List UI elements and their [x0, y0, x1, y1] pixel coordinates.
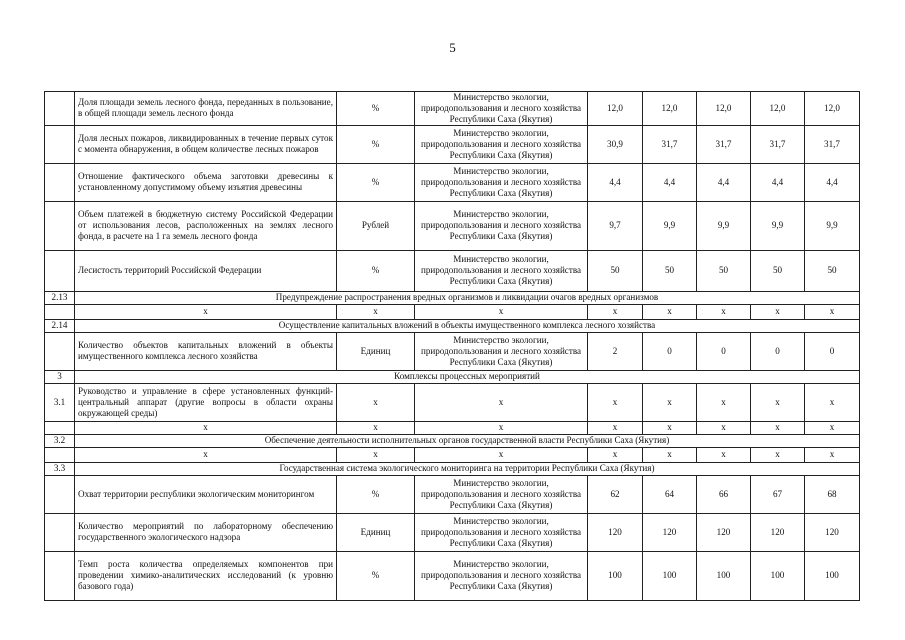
section-row: [45, 319, 860, 332]
value-cell: 50: [643, 250, 697, 291]
section-title: Государственная система экологического мониторинга на территории Республики Саха (Якутия): [75, 462, 860, 475]
value-cell: 100: [697, 551, 751, 600]
row-number: 3: [45, 370, 75, 383]
value-cell: 9,9: [643, 201, 697, 250]
responsible-org: Министерство экологии, природопользования и лесного хозяйства Республики Саха (Якутия): [415, 551, 588, 600]
unit-cell: х: [337, 383, 415, 421]
row-number: [45, 447, 75, 462]
unit-cell: %: [337, 551, 415, 600]
empty-mark-cell: х: [415, 421, 588, 434]
value-cell: 68: [805, 475, 860, 513]
table-row: [45, 304, 860, 319]
table-row: [45, 447, 860, 462]
row-number: [45, 163, 75, 201]
value-cell: 31,7: [697, 125, 751, 163]
section-title: Предупреждение распространения вредных организмов и ликвидации очагов вредных организмов: [75, 291, 860, 304]
empty-mark-cell: х: [588, 447, 643, 462]
value-cell: 0: [805, 332, 860, 370]
responsible-org: х: [415, 383, 588, 421]
value-cell: 100: [588, 551, 643, 600]
value-cell: 0: [643, 332, 697, 370]
value-cell: 120: [805, 513, 860, 551]
unit-cell: Рублей: [337, 201, 415, 250]
value-cell: 12,0: [588, 92, 643, 126]
row-number: 2.13: [45, 291, 75, 304]
value-cell: 120: [697, 513, 751, 551]
table-row: [45, 513, 860, 551]
empty-mark-cell: х: [588, 421, 643, 434]
section-row: [45, 370, 860, 383]
section-title: Обеспечение деятельности исполнительных органов государственной власти Республики Саха (Якутия): [75, 434, 860, 447]
value-cell: 100: [643, 551, 697, 600]
empty-mark-cell: х: [805, 421, 860, 434]
value-cell: 0: [697, 332, 751, 370]
value-cell: 4,4: [643, 163, 697, 201]
value-cell: 50: [805, 250, 860, 291]
table-row: [45, 163, 860, 201]
value-cell: 4,4: [588, 163, 643, 201]
value-cell: х: [697, 383, 751, 421]
responsible-org: Министерство экологии, природопользования и лесного хозяйства Республики Саха (Якутия): [415, 201, 588, 250]
value-cell: 12,0: [643, 92, 697, 126]
value-cell: 9,9: [697, 201, 751, 250]
value-cell: х: [643, 383, 697, 421]
row-number: [45, 250, 75, 291]
value-cell: 9,9: [805, 201, 860, 250]
empty-mark-cell: х: [697, 447, 751, 462]
empty-mark-cell: х: [805, 304, 860, 319]
row-number: [45, 475, 75, 513]
empty-mark-cell: х: [751, 421, 805, 434]
row-number: [45, 513, 75, 551]
value-cell: х: [751, 383, 805, 421]
table-row: [45, 383, 860, 421]
value-cell: 120: [588, 513, 643, 551]
empty-mark-cell: х: [751, 447, 805, 462]
value-cell: 31,7: [643, 125, 697, 163]
responsible-org: Министерство экологии, природопользования и лесного хозяйства Республики Саха (Якутия): [415, 475, 588, 513]
table-row: [45, 125, 860, 163]
indicator-name: Количество объектов капитальных вложений в объекты имущественного комплекса лесного хозяйства: [75, 332, 337, 370]
empty-mark-cell: х: [75, 421, 337, 434]
value-cell: 120: [751, 513, 805, 551]
responsible-org: Министерство экологии, природопользования и лесного хозяйства Республики Саха (Якутия): [415, 125, 588, 163]
unit-cell: %: [337, 475, 415, 513]
value-cell: 12,0: [751, 92, 805, 126]
indicators-table: [44, 91, 860, 601]
unit-cell: Единиц: [337, 332, 415, 370]
table-row: [45, 551, 860, 600]
value-cell: 12,0: [805, 92, 860, 126]
value-cell: 31,7: [805, 125, 860, 163]
empty-mark-cell: х: [415, 304, 588, 319]
value-cell: 9,9: [751, 201, 805, 250]
unit-cell: %: [337, 92, 415, 126]
indicator-name: Отношение фактического объема заготовки древесины к установленному допустимому объему изъятия древесины: [75, 163, 337, 201]
row-number: 3.1: [45, 383, 75, 421]
section-row: [45, 462, 860, 475]
table-row: [45, 332, 860, 370]
responsible-org: Министерство экологии, природопользования и лесного хозяйства Республики Саха (Якутия): [415, 92, 588, 126]
value-cell: 50: [751, 250, 805, 291]
indicator-name: Лесистость территорий Российской Федерации: [75, 250, 337, 291]
row-number: [45, 125, 75, 163]
table-row: [45, 92, 860, 126]
value-cell: 50: [697, 250, 751, 291]
row-number: [45, 304, 75, 319]
table-row: [45, 201, 860, 250]
row-number: [45, 92, 75, 126]
page-number: 5: [449, 40, 456, 55]
empty-mark-cell: х: [337, 447, 415, 462]
indicator-name: Темп роста количества определяемых компонентов при проведении химико-аналитических исследований (к уровню базового года): [75, 551, 337, 600]
row-number: [45, 421, 75, 434]
row-number: [45, 551, 75, 600]
section-title: Комплексы процессных мероприятий: [75, 370, 860, 383]
empty-mark-cell: х: [415, 447, 588, 462]
empty-mark-cell: х: [588, 304, 643, 319]
unit-cell: %: [337, 125, 415, 163]
empty-mark-cell: х: [643, 447, 697, 462]
row-number: 2.14: [45, 319, 75, 332]
row-number: 3.2: [45, 434, 75, 447]
value-cell: 100: [751, 551, 805, 600]
empty-mark-cell: х: [805, 447, 860, 462]
table-row: [45, 421, 860, 434]
empty-mark-cell: х: [337, 304, 415, 319]
table-row: [45, 250, 860, 291]
value-cell: 62: [588, 475, 643, 513]
indicator-name: Объем платежей в бюджетную систему Российской Федерации от использования лесов, расположенных на землях лесного фонда, в расчете на 1 га земель лесного фонда: [75, 201, 337, 250]
row-number: [45, 201, 75, 250]
row-number: [45, 332, 75, 370]
empty-mark-cell: х: [643, 304, 697, 319]
empty-mark-cell: х: [643, 421, 697, 434]
value-cell: 100: [805, 551, 860, 600]
empty-mark-cell: х: [751, 304, 805, 319]
empty-mark-cell: х: [337, 421, 415, 434]
value-cell: 31,7: [751, 125, 805, 163]
value-cell: 2: [588, 332, 643, 370]
table-row: [45, 475, 860, 513]
empty-mark-cell: х: [75, 447, 337, 462]
empty-mark-cell: х: [697, 304, 751, 319]
indicator-name: Руководство и управление в сфере установленных функций-центральный аппарат (другие вопросы в области охраны окружающей среды): [75, 383, 337, 421]
indicator-name: Количество мероприятий по лабораторному обеспечению государственного экологического надзора: [75, 513, 337, 551]
responsible-org: Министерство экологии, природопользования и лесного хозяйства Республики Саха (Якутия): [415, 163, 588, 201]
value-cell: 9,7: [588, 201, 643, 250]
section-row: [45, 434, 860, 447]
responsible-org: Министерство экологии, природопользования и лесного хозяйства Республики Саха (Якутия): [415, 250, 588, 291]
unit-cell: Единиц: [337, 513, 415, 551]
indicator-name: Доля лесных пожаров, ликвидированных в течение первых суток с момента обнаружения, в общем количестве лесных пожаров: [75, 125, 337, 163]
unit-cell: %: [337, 163, 415, 201]
value-cell: 4,4: [805, 163, 860, 201]
value-cell: 0: [751, 332, 805, 370]
value-cell: 67: [751, 475, 805, 513]
section-title: Осуществление капитальных вложений в объекты имущественного комплекса лесного хозяйства: [75, 319, 860, 332]
value-cell: х: [805, 383, 860, 421]
value-cell: 120: [643, 513, 697, 551]
empty-mark-cell: х: [697, 421, 751, 434]
indicator-name: Охват территории республики экологическим мониторингом: [75, 475, 337, 513]
unit-cell: %: [337, 250, 415, 291]
value-cell: 66: [697, 475, 751, 513]
responsible-org: Министерство экологии, природопользования и лесного хозяйства Республики Саха (Якутия): [415, 513, 588, 551]
empty-mark-cell: х: [75, 304, 337, 319]
row-number: 3.3: [45, 462, 75, 475]
value-cell: 30,9: [588, 125, 643, 163]
value-cell: 50: [588, 250, 643, 291]
indicator-name: Доля площади земель лесного фонда, переданных в пользование, в общей площади земель лесного фонда: [75, 92, 337, 126]
value-cell: х: [588, 383, 643, 421]
value-cell: 4,4: [751, 163, 805, 201]
value-cell: 4,4: [697, 163, 751, 201]
value-cell: 64: [643, 475, 697, 513]
responsible-org: Министерство экологии, природопользования и лесного хозяйства Республики Саха (Якутия): [415, 332, 588, 370]
section-row: [45, 291, 860, 304]
value-cell: 12,0: [697, 92, 751, 126]
